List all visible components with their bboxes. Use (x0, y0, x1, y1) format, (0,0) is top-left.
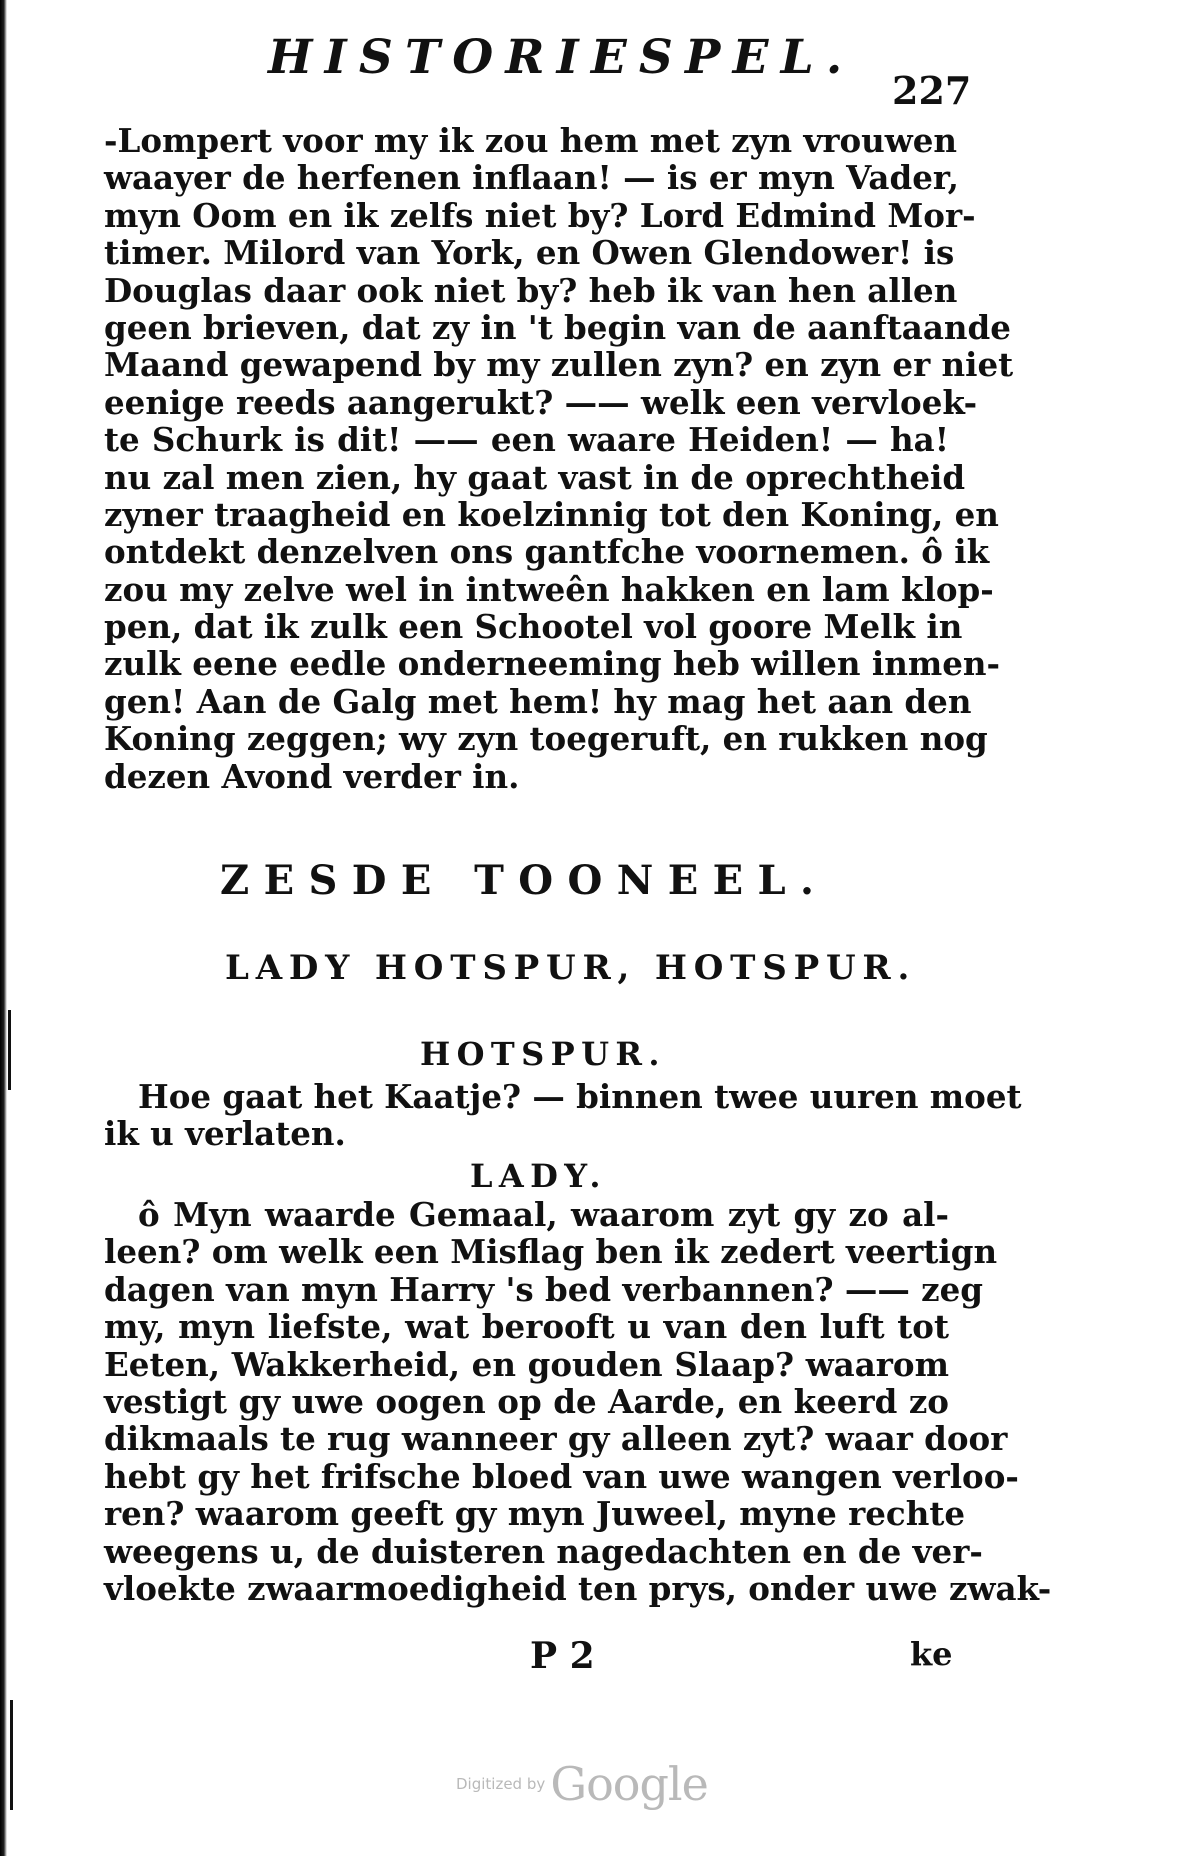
passage-top (104, 121, 1014, 796)
text-line: Maand gewapend by my zullen zyn? en zyn er niet (104, 345, 1014, 385)
cast-list: LADY HOTSPUR, HOTSPUR. (225, 948, 917, 988)
speaker-hotspur: HOTSPUR. (420, 1035, 666, 1073)
text-line: weegens u, de duisteren nagedachten en de ver- (104, 1531, 983, 1571)
text-line: zou my zelve wel in intweên hakken en lam klop- (104, 569, 994, 609)
signature-mark: P 2 (530, 1635, 595, 1677)
text-line: Hoe gaat het Kaatje? — binnen twee uuren moet (138, 1077, 1022, 1116)
text-line: dagen van myn Harry 's bed verbannen? —— zeg (104, 1269, 984, 1309)
digitized-by-google-watermark (456, 1757, 708, 1811)
text-line: my, myn liefste, wat berooft u van den luft tot (104, 1307, 949, 1347)
text-line: ren? waarom geeft gy myn Juweel, myne rechte (104, 1494, 966, 1534)
speaker-lady: LADY. (470, 1157, 607, 1195)
text-line: zulk eene eedle onderneeming heb willen inmen- (104, 644, 1001, 684)
edge-mark (8, 1010, 11, 1090)
page-number: 227 (892, 68, 972, 113)
text-line: eenige reeds aangerukt? —— welk een vervloek- (104, 382, 978, 422)
text-line: leen? om welk een Misflag ben ik zedert veertign (104, 1232, 998, 1272)
page-edge-shadow (0, 0, 7, 1856)
text-line: hebt gy het frifsche bloed van uwe wangen verloo- (104, 1456, 1019, 1496)
text-line: ontdekt denzelven ons gantfche voornemen. ô ik (104, 532, 990, 572)
scene-title: ZESDE TOONEEL. (220, 857, 829, 904)
text-line: Douglas daar ook niet by? heb ik van hen allen (104, 270, 958, 310)
text-line: waayer de herfenen inflaan! — is er myn Vader, (104, 158, 959, 198)
edge-mark (10, 1700, 13, 1810)
text-line: geen brieven, dat zy in 't begin van de aanftaande (104, 307, 1011, 347)
text-line: dezen Avond verder in. (104, 756, 520, 796)
text-line: timer. Milord van York, en Owen Glendower! is (104, 233, 955, 273)
text-line: ik u verlaten. (104, 1114, 346, 1154)
text-line: nu zal men zien, hy gaat vast in de oprechtheid (104, 457, 966, 497)
text-line: Eeten, Wakkerheid, en gouden Slaap? waarom (104, 1344, 949, 1384)
text-line: myn Oom en ik zelfs niet by? Lord Edmind Mor- (104, 195, 976, 235)
running-title: HISTORIESPEL. (268, 30, 855, 85)
watermark-brand: Google (550, 1757, 708, 1811)
text-line: Koning zeggen; wy zyn toegeruft, en rukken nog (104, 719, 988, 759)
text-line: ô Myn waarde Gemaal, waarom zyt gy zo al- (138, 1195, 949, 1234)
speech-lady (104, 1195, 1052, 1608)
text-line: pen, dat ik zulk een Schootel vol goore Melk in (104, 607, 963, 647)
text-line: zyner traagheid en koelzinnig tot den Koning, en (104, 494, 999, 534)
speech-hotspur (104, 1077, 1022, 1154)
text-line: -Lompert voor my ik zou hem met zyn vrouwen (104, 121, 958, 160)
text-line: gen! Aan de Galg met hem! hy mag het aan den (104, 681, 972, 721)
text-line: dikmaals te rug wanneer gy alleen zyt? waar door (104, 1419, 1008, 1459)
text-line: vestigt gy uwe oogen op de Aarde, en keerd zo (104, 1381, 949, 1421)
text-line: vloekte zwaarmoedigheid ten prys, onder uwe zwak- (104, 1568, 1052, 1608)
catchword: ke (910, 1635, 953, 1673)
text-line: te Schurk is dit! —— een waare Heiden! — ha! (104, 420, 949, 460)
watermark-prefix: Digitized by (456, 1775, 546, 1793)
